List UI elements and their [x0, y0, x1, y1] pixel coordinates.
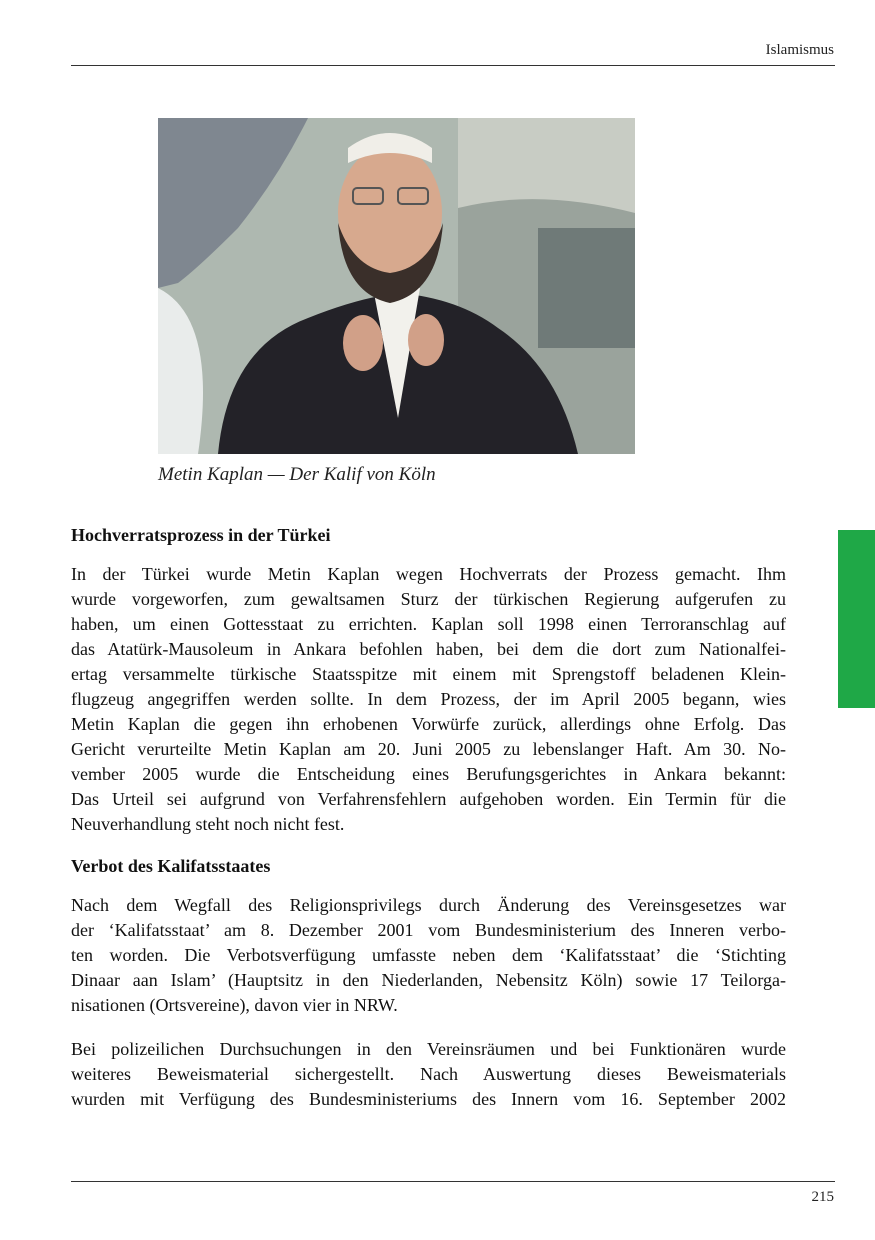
- section-heading-hochverrat: Hochverratsprozess in der Türkei: [71, 525, 331, 545]
- person-photo: [158, 118, 635, 454]
- section-tab-marker: [838, 530, 875, 708]
- header-rule: [71, 65, 835, 66]
- text-line: weiteres Beweismaterial sichergestellt. Nach Auswertung dieses Beweismaterials: [71, 1064, 786, 1084]
- text-line: Bei polizeilichen Durchsuchungen in den Vereinsräumen und bei Funktionären wurde: [71, 1039, 786, 1059]
- text-line: In der Türkei wurde Metin Kaplan wegen Hochverrats der Prozess gemacht. Ihm: [71, 564, 786, 584]
- text-line: Das Urteil sei aufgrund von Verfahrensfehlern aufgehoben worden. Ein Termin für die: [71, 789, 786, 809]
- page-number: 215: [811, 1189, 834, 1205]
- text-line: vember 2005 wurde die Entscheidung eines Berufungsgerichtes in Ankara bekannt:: [71, 764, 786, 784]
- paragraph-verbot-2: [71, 1037, 786, 1112]
- text-line: der ‘Kalifatsstaat’ am 8. Dezember 2001 vom Bundesministerium des Inneren verbo-: [71, 920, 786, 940]
- text-line: nisationen (Ortsvereine), davon vier in NRW.: [71, 995, 398, 1015]
- text-line: Dinaar aan Islam’ (Hauptsitz in den Niederlanden, Nebensitz Köln) sowie 17 Teilorga-: [71, 970, 786, 990]
- text-line: Gericht verurteilte Metin Kaplan am 20. Juni 2005 zu lebenslanger Haft. Am 30. No-: [71, 739, 786, 759]
- paragraph-verbot-1: [71, 893, 786, 1018]
- text-line: ten worden. Die Verbotsverfügung umfasste neben dem ‘Kalifatsstaat’ die ‘Stichting: [71, 945, 786, 965]
- text-line: wurde vorgeworfen, zum gewaltsamen Sturz der türkischen Regierung aufgerufen zu: [71, 589, 786, 609]
- photo-caption: Metin Kaplan — Der Kalif von Köln: [158, 464, 436, 485]
- text-line: das Atatürk-Mausoleum in Ankara befohlen haben, bei dem die dort zum Nationalfei-: [71, 639, 786, 659]
- text-line: Neuverhandlung steht noch nicht fest.: [71, 814, 345, 834]
- paragraph-hochverrat: [71, 562, 786, 837]
- text-line: flugzeug angegriffen werden sollte. In dem Prozess, der im April 2005 begann, wies: [71, 689, 786, 709]
- text-line: ertag versammelte türkische Staatsspitze mit einem mit Sprengstoff beladenen Klein-: [71, 664, 786, 684]
- text-line: Metin Kaplan die gegen ihn erhobenen Vorwürfe zurück, allerdings ohne Erfolg. Das: [71, 714, 786, 734]
- running-title: Islamismus: [765, 42, 834, 58]
- text-line: Nach dem Wegfall des Religionsprivilegs durch Änderung des Vereinsgesetzes war: [71, 895, 786, 915]
- footer-rule: [71, 1181, 835, 1182]
- text-line: haben, um einen Gottesstaat zu errichten. Kaplan soll 1998 einen Terroranschlag auf: [71, 614, 786, 634]
- text-line: wurden mit Verfügung des Bundesministeriums des Innern vom 16. September 2002: [71, 1089, 786, 1109]
- section-heading-verbot: Verbot des Kalifatsstaates: [71, 856, 271, 876]
